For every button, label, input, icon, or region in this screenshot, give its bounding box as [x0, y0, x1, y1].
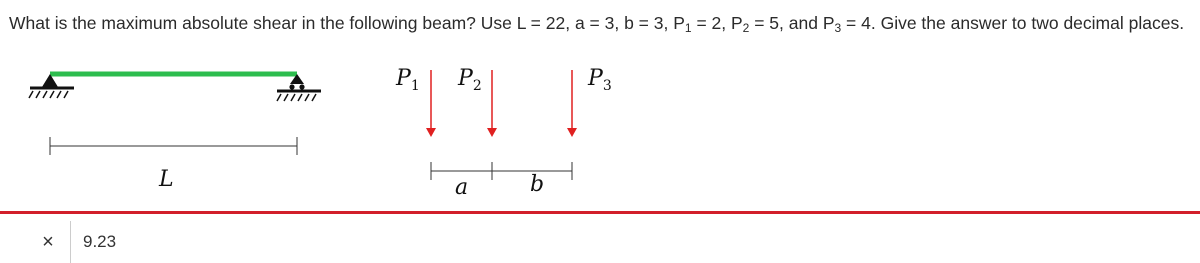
label-b: b	[530, 172, 545, 197]
right-support	[277, 74, 321, 101]
label-p2: $P_2$	[458, 66, 482, 94]
load-arrow-p3	[567, 70, 577, 137]
close-icon: ×	[42, 230, 54, 253]
label-l: L	[159, 167, 174, 192]
answer-value: 9.23	[83, 232, 117, 251]
load-arrow-p2	[487, 70, 497, 137]
length-dimension	[50, 137, 297, 155]
question-text: What is the maximum absolute shear in the following beam? Use L = 22, a = 3, b = 3, $P_1 = 2$, $P_2 = 5$, and $P_3 = 4$. Give the answer to two decimal places.	[9, 13, 1185, 35]
left-support	[29, 74, 74, 98]
divider	[70, 221, 71, 263]
label-p1: $P_1$	[396, 66, 420, 94]
incorrect-indicator-line	[0, 211, 1200, 214]
label-a: a	[455, 175, 469, 200]
spacing-dimension	[431, 162, 572, 180]
load-arrow-p1	[426, 70, 436, 137]
answer-row	[26, 221, 116, 263]
label-p3: $P_3$	[588, 66, 612, 94]
